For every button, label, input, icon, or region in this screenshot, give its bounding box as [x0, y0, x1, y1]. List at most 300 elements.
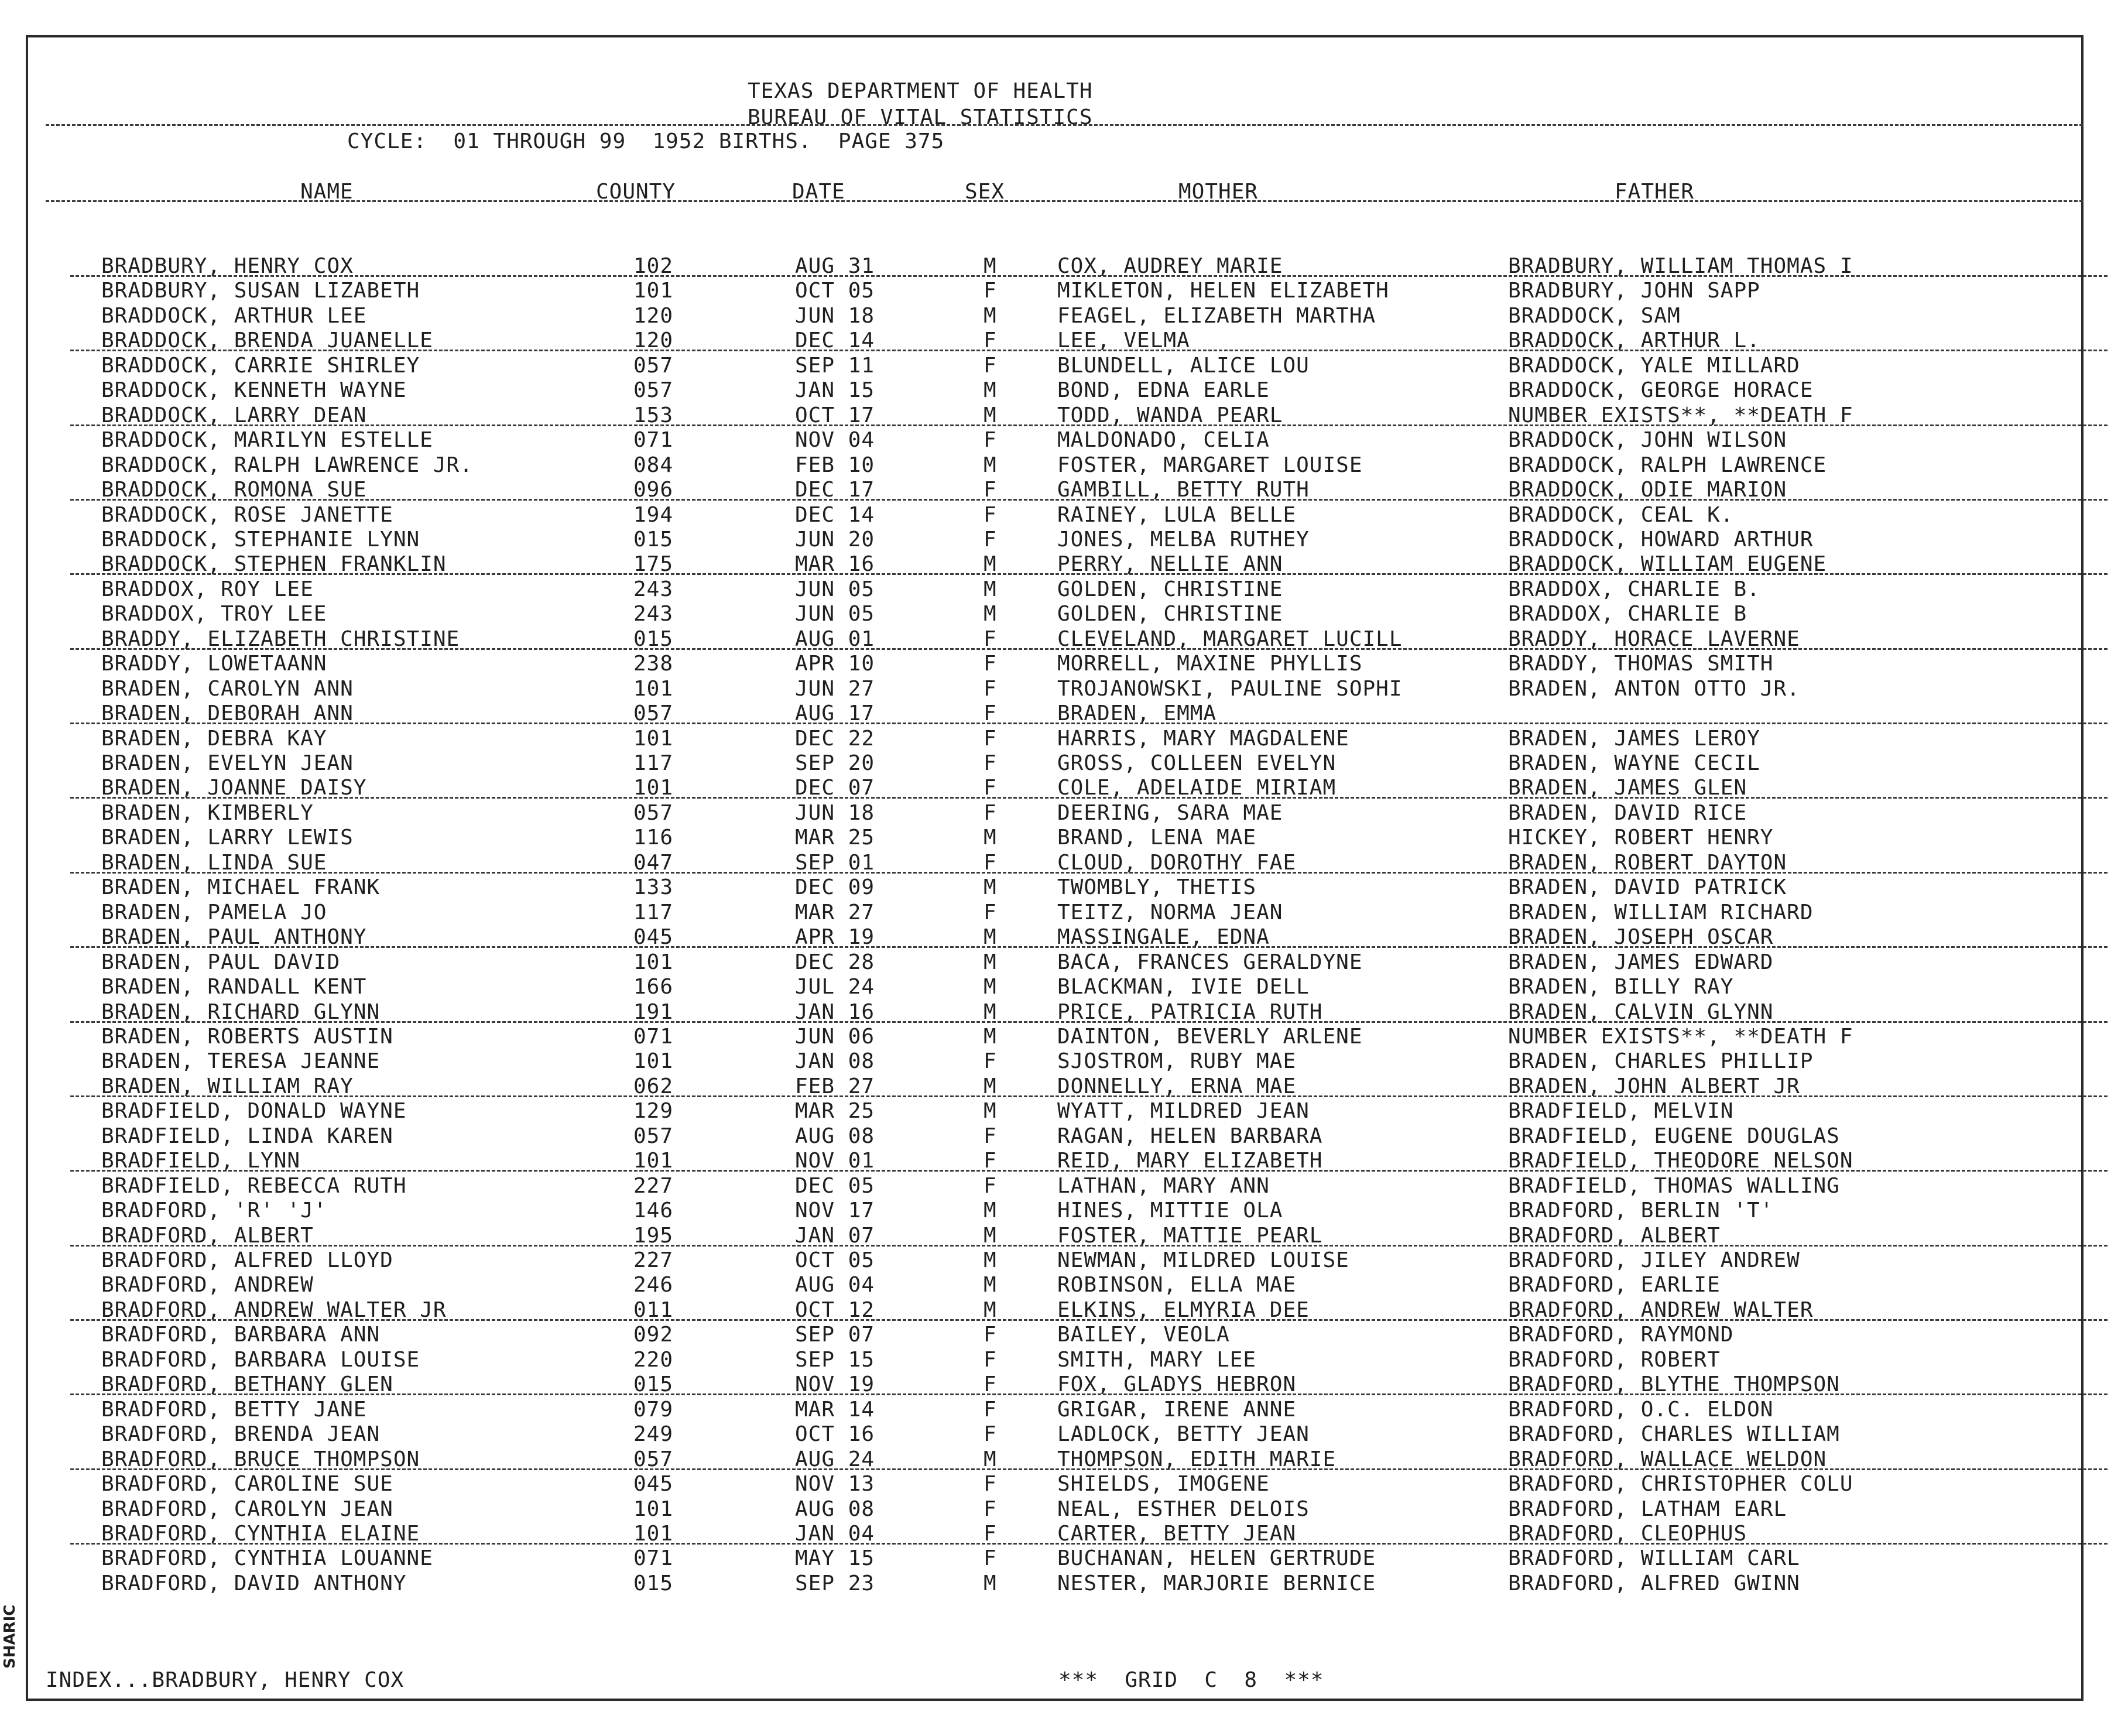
cell-mother: SMITH, MARY LEE — [1057, 1347, 1257, 1372]
cell-father: BRADDOCK, CEAL K. — [1508, 502, 1734, 527]
cell-county: 101 — [633, 676, 674, 701]
table-row — [28, 602, 2086, 626]
cell-county: 166 — [633, 975, 674, 999]
cell-sex: M — [984, 254, 997, 278]
cell-father: BRADEN, DAVID PATRICK — [1508, 875, 1787, 900]
row-separator — [70, 275, 2108, 277]
printout-sheet — [26, 35, 2084, 1701]
cell-mother: MIKLETON, HELEN ELIZABETH — [1057, 279, 1389, 303]
cell-county: 120 — [633, 303, 674, 328]
cell-name: BRADFIELD, LINDA KAREN — [101, 1124, 393, 1148]
cell-sex: M — [984, 950, 997, 974]
cell-father: BRADDOCK, ARTHUR L. — [1508, 328, 1760, 353]
cell-county: 146 — [633, 1199, 674, 1223]
report-subtitle: BUREAU OF VITAL STATISTICS — [748, 105, 1093, 129]
row-separator — [70, 872, 2108, 874]
cell-name: BRADFORD, CAROLINE SUE — [101, 1472, 393, 1497]
cell-mother: DAINTON, BEVERLY ARLENE — [1057, 1024, 1363, 1049]
cell-sex: F — [984, 428, 997, 453]
table-row — [28, 1546, 2086, 1571]
cell-name: BRADEN, PAUL ANTHONY — [101, 925, 367, 950]
cell-mother: TEITZ, NORMA JEAN — [1057, 900, 1283, 925]
cell-mother: TWOMBLY, THETIS — [1057, 875, 1257, 900]
cell-name: BRADFORD, BETHANY GLEN — [101, 1372, 393, 1397]
cell-date: MAR 25 — [795, 826, 875, 850]
cell-date: DEC 07 — [795, 776, 875, 800]
cell-mother: PERRY, NELLIE ANN — [1057, 552, 1283, 577]
cell-county: 249 — [633, 1422, 674, 1447]
cell-name: BRADBURY, HENRY COX — [101, 254, 354, 278]
cell-county: 246 — [633, 1273, 674, 1297]
cell-father: HICKEY, ROBERT HENRY — [1508, 826, 1774, 850]
cell-mother: NESTER, MARJORIE BERNICE — [1057, 1571, 1376, 1595]
table-row — [28, 453, 2086, 478]
cell-name: BRADBURY, SUSAN LIZABETH — [101, 279, 420, 303]
cell-sex: M — [984, 378, 997, 403]
cell-name: BRADDOCK, STEPHANIE LYNN — [101, 527, 420, 552]
cell-father: BRADEN, WILLIAM RICHARD — [1508, 900, 1814, 925]
cell-sex: F — [984, 676, 997, 701]
cell-sex: F — [984, 1397, 997, 1422]
cell-county: 101 — [633, 776, 674, 800]
cell-sex: M — [984, 1074, 997, 1098]
cell-mother: CARTER, BETTY JEAN — [1057, 1521, 1297, 1546]
cell-mother: TODD, WANDA PEARL — [1057, 403, 1283, 427]
cell-date: DEC 22 — [795, 726, 875, 751]
cell-father: BRADFORD, ANDREW WALTER — [1508, 1297, 1814, 1322]
cell-sex: F — [984, 1124, 997, 1148]
table-row — [28, 1472, 2086, 1497]
cell-name: BRADDOCK, ARTHUR LEE — [101, 303, 367, 328]
cell-date: JUN 05 — [795, 577, 875, 601]
cell-name: BRADEN, ROBERTS AUSTIN — [101, 1024, 393, 1049]
cell-county: 071 — [633, 1546, 674, 1571]
cell-mother: RAINEY, LULA BELLE — [1057, 502, 1297, 527]
row-separator — [70, 499, 2108, 501]
row-separator — [70, 1393, 2108, 1395]
cell-name: BRADFORD, CAROLYN JEAN — [101, 1497, 393, 1521]
cell-county: 129 — [633, 1099, 674, 1124]
cell-father: BRADFORD, CHARLES WILLIAM — [1508, 1422, 1840, 1447]
column-header-mother: MOTHER — [1178, 180, 1259, 204]
cell-county: 101 — [633, 1497, 674, 1521]
cell-date: MAR 25 — [795, 1099, 875, 1124]
cell-father: BRADEN, JAMES LEROY — [1508, 726, 1760, 751]
cell-name: BRADFORD, ALFRED LLOYD — [101, 1248, 393, 1272]
cell-date: SEP 11 — [795, 353, 875, 378]
cell-mother: BACA, FRANCES GERALDYNE — [1057, 950, 1363, 974]
cell-date: JAN 15 — [795, 378, 875, 403]
cell-father: BRADFORD, WILLIAM CARL — [1508, 1546, 1800, 1571]
cell-county: 071 — [633, 1024, 674, 1049]
cell-father: BRADEN, CALVIN GLYNN — [1508, 999, 1774, 1024]
table-row — [28, 354, 2086, 378]
table-row — [28, 279, 2086, 303]
cell-sex: F — [984, 1497, 997, 1521]
cell-mother: NEWMAN, MILDRED LOUISE — [1057, 1248, 1349, 1272]
cell-name: BRADDY, ELIZABETH CHRISTINE — [101, 626, 460, 651]
cell-name: BRADEN, RICHARD GLYNN — [101, 999, 381, 1024]
cell-father: BRADDY, HORACE LAVERNE — [1508, 626, 1800, 651]
cell-father: BRADFIELD, EUGENE DOUGLAS — [1508, 1124, 1840, 1148]
cell-father: BRADEN, JAMES GLEN — [1508, 776, 1747, 800]
cell-date: NOV 19 — [795, 1372, 875, 1397]
cell-sex: M — [984, 826, 997, 850]
cycle-line: CYCLE: 01 THROUGH 99 1952 BIRTHS. PAGE 375 — [347, 129, 945, 153]
table-row — [28, 1049, 2086, 1074]
cell-mother: WYATT, MILDRED JEAN — [1057, 1099, 1310, 1124]
table-row — [28, 826, 2086, 850]
cell-mother: CLOUD, DOROTHY FAE — [1057, 850, 1297, 875]
cell-county: 195 — [633, 1223, 674, 1248]
cell-date: APR 19 — [795, 925, 875, 950]
cell-county: 015 — [633, 626, 674, 651]
table-row — [28, 1323, 2086, 1347]
cell-date: DEC 28 — [795, 950, 875, 974]
cell-mother: SJOSTROM, RUBY MAE — [1057, 1049, 1297, 1074]
table-row — [28, 727, 2086, 751]
cell-date: JUN 05 — [795, 602, 875, 626]
cell-name: BRADEN, MICHAEL FRANK — [101, 875, 381, 900]
cell-mother: BLACKMAN, IVIE DELL — [1057, 975, 1310, 999]
row-separator — [70, 1021, 2108, 1023]
cell-name: BRADEN, RANDALL KENT — [101, 975, 367, 999]
cell-county: 101 — [633, 1049, 674, 1074]
table-row — [28, 1174, 2086, 1199]
cell-name: BRADDOCK, KENNETH WAYNE — [101, 378, 407, 403]
cell-name: BRADFORD, ANDREW — [101, 1273, 314, 1297]
row-separator — [70, 1468, 2108, 1470]
cell-father: NUMBER EXISTS**, **DEATH F — [1508, 1024, 1853, 1049]
cell-county: 101 — [633, 726, 674, 751]
cell-county: 101 — [633, 279, 674, 303]
row-separator — [70, 1319, 2108, 1321]
cell-name: BRADDOCK, BRENDA JUANELLE — [101, 328, 433, 353]
cell-date: NOV 17 — [795, 1199, 875, 1223]
footer-grid: *** GRID C 8 *** — [1058, 1668, 1324, 1692]
cell-name: BRADFIELD, DONALD WAYNE — [101, 1099, 407, 1124]
table-row — [28, 950, 2086, 975]
cell-county: 116 — [633, 826, 674, 850]
cell-date: OCT 17 — [795, 403, 875, 427]
table-row — [28, 1099, 2086, 1124]
cell-date: AUG 24 — [795, 1447, 875, 1471]
cell-father: BRADFORD, CHRISTOPHER COLU — [1508, 1472, 1853, 1497]
cell-county: 057 — [633, 701, 674, 726]
cell-mother: HARRIS, MARY MAGDALENE — [1057, 726, 1349, 751]
cell-county: 062 — [633, 1074, 674, 1098]
table-row — [28, 975, 2086, 999]
cell-county: 243 — [633, 602, 674, 626]
cell-sex: F — [984, 478, 997, 502]
table-row — [28, 1571, 2086, 1596]
cell-father: BRADDOCK, SAM — [1508, 303, 1681, 328]
column-header-date: DATE — [792, 180, 845, 204]
cell-mother: ROBINSON, ELLA MAE — [1057, 1273, 1297, 1297]
cell-sex: F — [984, 1173, 997, 1198]
cell-date: FEB 10 — [795, 453, 875, 477]
cell-mother: GAMBILL, BETTY RUTH — [1057, 478, 1310, 502]
cell-mother: COLE, ADELAIDE MIRIAM — [1057, 776, 1337, 800]
cell-sex: F — [984, 1049, 997, 1074]
cell-sex: M — [984, 1248, 997, 1272]
cell-name: BRADEN, EVELYN JEAN — [101, 751, 354, 775]
cell-name: BRADFIELD, REBECCA RUTH — [101, 1173, 407, 1198]
cell-father: BRADDOX, CHARLIE B — [1508, 602, 1747, 626]
cell-mother: SHIELDS, IMOGENE — [1057, 1472, 1270, 1497]
cell-sex: M — [984, 403, 997, 427]
cell-county: 096 — [633, 478, 674, 502]
table-row — [28, 503, 2086, 528]
cell-sex: M — [984, 1447, 997, 1471]
cell-father: BRADEN, JAMES EDWARD — [1508, 950, 1774, 974]
row-separator — [70, 573, 2108, 575]
cell-mother: FOX, GLADYS HEBRON — [1057, 1372, 1297, 1397]
cell-sex: M — [984, 602, 997, 626]
cell-date: DEC 05 — [795, 1173, 875, 1198]
cell-mother: LATHAN, MARY ANN — [1057, 1173, 1270, 1198]
cell-sex: M — [984, 1297, 997, 1322]
cell-date: SEP 23 — [795, 1571, 875, 1595]
cell-mother: GOLDEN, CHRISTINE — [1057, 602, 1283, 626]
cell-name: BRADDOX, ROY LEE — [101, 577, 314, 601]
cell-name: BRADFORD, BARBARA ANN — [101, 1323, 381, 1347]
cell-mother: ELKINS, ELMYRIA DEE — [1057, 1297, 1310, 1322]
cell-county: 057 — [633, 1447, 674, 1471]
cell-sex: M — [984, 552, 997, 577]
cell-sex: M — [984, 1273, 997, 1297]
cell-date: AUG 31 — [795, 254, 875, 278]
cell-name: BRADFORD, CYNTHIA ELAINE — [101, 1521, 420, 1546]
cell-county: 102 — [633, 254, 674, 278]
table-row — [28, 652, 2086, 676]
cell-mother: LADLOCK, BETTY JEAN — [1057, 1422, 1310, 1447]
cell-county: 045 — [633, 925, 674, 950]
cell-mother: REID, MARY ELIZABETH — [1057, 1149, 1323, 1173]
cell-county: 133 — [633, 875, 674, 900]
cell-mother: MALDONADO, CELIA — [1057, 428, 1270, 453]
cell-county: 015 — [633, 1372, 674, 1397]
cell-father: BRADFORD, EARLIE — [1508, 1273, 1721, 1297]
cell-date: OCT 12 — [795, 1297, 875, 1322]
table-row — [28, 1273, 2086, 1297]
cell-county: 057 — [633, 1124, 674, 1148]
cell-date: JAN 16 — [795, 999, 875, 1024]
cell-name: BRADEN, DEBRA KAY — [101, 726, 327, 751]
cell-date: DEC 09 — [795, 875, 875, 900]
cell-name: BRADFORD, ANDREW WALTER JR — [101, 1297, 447, 1322]
row-separator — [70, 1543, 2108, 1545]
cell-date: DEC 14 — [795, 328, 875, 353]
table-row — [28, 801, 2086, 826]
cell-sex: M — [984, 1099, 997, 1124]
cell-date: SEP 20 — [795, 751, 875, 775]
cell-county: 120 — [633, 328, 674, 353]
cell-county: 153 — [633, 403, 674, 427]
cell-father: BRADDY, THOMAS SMITH — [1508, 652, 1774, 676]
cell-county: 057 — [633, 353, 674, 378]
cell-mother: FOSTER, MATTIE PEARL — [1057, 1223, 1323, 1248]
cell-name: BRADFIELD, LYNN — [101, 1149, 301, 1173]
cell-mother: MASSINGALE, EDNA — [1057, 925, 1270, 950]
cell-sex: M — [984, 975, 997, 999]
table-row — [28, 1348, 2086, 1372]
cell-county: 227 — [633, 1173, 674, 1198]
cell-date: JUN 18 — [795, 800, 875, 825]
cell-county: 117 — [633, 751, 674, 775]
cell-mother: DONNELLY, ERNA MAE — [1057, 1074, 1297, 1098]
table-row — [28, 677, 2086, 701]
cell-date: SEP 07 — [795, 1323, 875, 1347]
cell-name: BRADEN, LINDA SUE — [101, 850, 327, 875]
row-separator — [70, 1170, 2108, 1172]
cell-name: BRADEN, JOANNE DAISY — [101, 776, 367, 800]
cell-sex: F — [984, 776, 997, 800]
cell-name: BRADEN, PAMELA JO — [101, 900, 327, 925]
cell-father: BRADDOCK, YALE MILLARD — [1508, 353, 1800, 378]
cell-date: AUG 08 — [795, 1124, 875, 1148]
cell-mother: COX, AUDREY MARIE — [1057, 254, 1283, 278]
cell-father: BRADEN, WAYNE CECIL — [1508, 751, 1760, 775]
cell-sex: M — [984, 1223, 997, 1248]
cell-father: BRADDOX, CHARLIE B. — [1508, 577, 1760, 601]
cell-county: 101 — [633, 1521, 674, 1546]
cell-father: BRADFIELD, THEODORE NELSON — [1508, 1149, 1853, 1173]
cell-sex: M — [984, 875, 997, 900]
cell-name: BRADDOCK, RALPH LAWRENCE JR. — [101, 453, 473, 477]
cell-county: 117 — [633, 900, 674, 925]
cell-county: 047 — [633, 850, 674, 875]
cell-date: JUL 24 — [795, 975, 875, 999]
cell-mother: FEAGEL, ELIZABETH MARTHA — [1057, 303, 1376, 328]
cell-sex: F — [984, 652, 997, 676]
cell-mother: DEERING, SARA MAE — [1057, 800, 1283, 825]
row-separator — [70, 723, 2108, 724]
cell-mother: LEE, VELMA — [1057, 328, 1190, 353]
cell-county: 101 — [633, 950, 674, 974]
cell-father: BRADDOCK, GEORGE HORACE — [1508, 378, 1814, 403]
cell-name: BRADEN, WILLIAM RAY — [101, 1074, 354, 1098]
cell-father: BRADFORD, ALFRED GWINN — [1508, 1571, 1800, 1595]
cell-name: BRADEN, LARRY LEWIS — [101, 826, 354, 850]
table-row — [28, 528, 2086, 552]
cell-sex: M — [984, 1024, 997, 1049]
cell-date: NOV 01 — [795, 1149, 875, 1173]
report-title: TEXAS DEPARTMENT OF HEALTH — [748, 79, 1093, 103]
cell-father: BRADFORD, ALBERT — [1508, 1223, 1721, 1248]
cell-sex: F — [984, 726, 997, 751]
cell-sex: F — [984, 527, 997, 552]
cell-county: 101 — [633, 1149, 674, 1173]
cell-date: MAR 14 — [795, 1397, 875, 1422]
cell-county: 175 — [633, 552, 674, 577]
cell-sex: M — [984, 925, 997, 950]
cell-date: JUN 20 — [795, 527, 875, 552]
cell-mother: BRAND, LENA MAE — [1057, 826, 1257, 850]
cell-sex: F — [984, 1372, 997, 1397]
table-row — [28, 1398, 2086, 1422]
cell-father: BRADFIELD, MELVIN — [1508, 1099, 1734, 1124]
cell-mother: GOLDEN, CHRISTINE — [1057, 577, 1283, 601]
cell-father: BRADEN, CHARLES PHILLIP — [1508, 1049, 1814, 1074]
cell-sex: F — [984, 1422, 997, 1447]
cell-sex: M — [984, 303, 997, 328]
cell-name: BRADDOX, TROY LEE — [101, 602, 327, 626]
cell-mother: JONES, MELBA RUTHEY — [1057, 527, 1310, 552]
cell-county: 015 — [633, 527, 674, 552]
cell-name: BRADFORD, BETTY JANE — [101, 1397, 367, 1422]
table-row — [28, 304, 2086, 328]
cell-sex: F — [984, 701, 997, 726]
cell-sex: M — [984, 999, 997, 1024]
side-label: SHARIC — [1, 1604, 19, 1669]
cell-date: DEC 17 — [795, 478, 875, 502]
cell-father: BRADFORD, BERLIN 'T' — [1508, 1199, 1774, 1223]
cell-mother: CLEVELAND, MARGARET LUCILL — [1057, 626, 1403, 651]
cell-sex: F — [984, 800, 997, 825]
cell-sex: F — [984, 850, 997, 875]
cell-county: 045 — [633, 1472, 674, 1497]
cell-county: 227 — [633, 1248, 674, 1272]
cell-father: BRADFORD, BLYTHE THOMPSON — [1508, 1372, 1840, 1397]
divider-line — [46, 200, 2083, 202]
cell-father: BRADEN, ANTON OTTO JR. — [1508, 676, 1800, 701]
cell-father: BRADFORD, JILEY ANDREW — [1508, 1248, 1800, 1272]
cell-father: BRADEN, ROBERT DAYTON — [1508, 850, 1787, 875]
cell-mother: BUCHANAN, HELEN GERTRUDE — [1057, 1546, 1376, 1571]
cell-sex: F — [984, 353, 997, 378]
table-row — [28, 875, 2086, 900]
cell-name: BRADDOCK, MARILYN ESTELLE — [101, 428, 433, 453]
cell-date: MAR 27 — [795, 900, 875, 925]
cell-father: BRADEN, JOSEPH OSCAR — [1508, 925, 1774, 950]
table-row — [28, 1025, 2086, 1049]
cell-mother: BAILEY, VEOLA — [1057, 1323, 1230, 1347]
cell-date: JUN 06 — [795, 1024, 875, 1049]
cell-father: BRADFIELD, THOMAS WALLING — [1508, 1173, 1840, 1198]
cell-name: BRADFORD, BARBARA LOUISE — [101, 1347, 420, 1372]
cell-date: APR 10 — [795, 652, 875, 676]
table-row — [28, 1199, 2086, 1223]
cell-father: BRADDOCK, ODIE MARION — [1508, 478, 1787, 502]
cell-sex: M — [984, 577, 997, 601]
cell-father: BRADEN, DAVID RICE — [1508, 800, 1747, 825]
cell-date: NOV 13 — [795, 1472, 875, 1497]
cell-date: OCT 05 — [795, 279, 875, 303]
cell-county: 238 — [633, 652, 674, 676]
cell-mother: NEAL, ESTHER DELOIS — [1057, 1497, 1310, 1521]
cell-name: BRADDOCK, ROMONA SUE — [101, 478, 367, 502]
cell-sex: F — [984, 1149, 997, 1173]
cell-county: 015 — [633, 1571, 674, 1595]
cell-mother: TROJANOWSKI, PAULINE SOPHI — [1057, 676, 1403, 701]
cell-name: BRADFORD, BRENDA JEAN — [101, 1422, 381, 1447]
cell-name: BRADFORD, ALBERT — [101, 1223, 314, 1248]
cell-mother: PRICE, PATRICIA RUTH — [1057, 999, 1323, 1024]
cell-father: BRADFORD, LATHAM EARL — [1508, 1497, 1787, 1521]
cell-county: 092 — [633, 1323, 674, 1347]
cell-name: BRADFORD, DAVID ANTHONY — [101, 1571, 407, 1595]
cell-sex: F — [984, 502, 997, 527]
column-header-name: NAME — [300, 180, 354, 204]
table-row — [28, 1124, 2086, 1149]
cell-sex: F — [984, 1323, 997, 1347]
cell-sex: F — [984, 1472, 997, 1497]
column-header-county: COUNTY — [596, 180, 676, 204]
cell-county: 057 — [633, 378, 674, 403]
cell-father: BRADEN, JOHN ALBERT JR — [1508, 1074, 1800, 1098]
column-header-sex: SEX — [965, 180, 1005, 204]
